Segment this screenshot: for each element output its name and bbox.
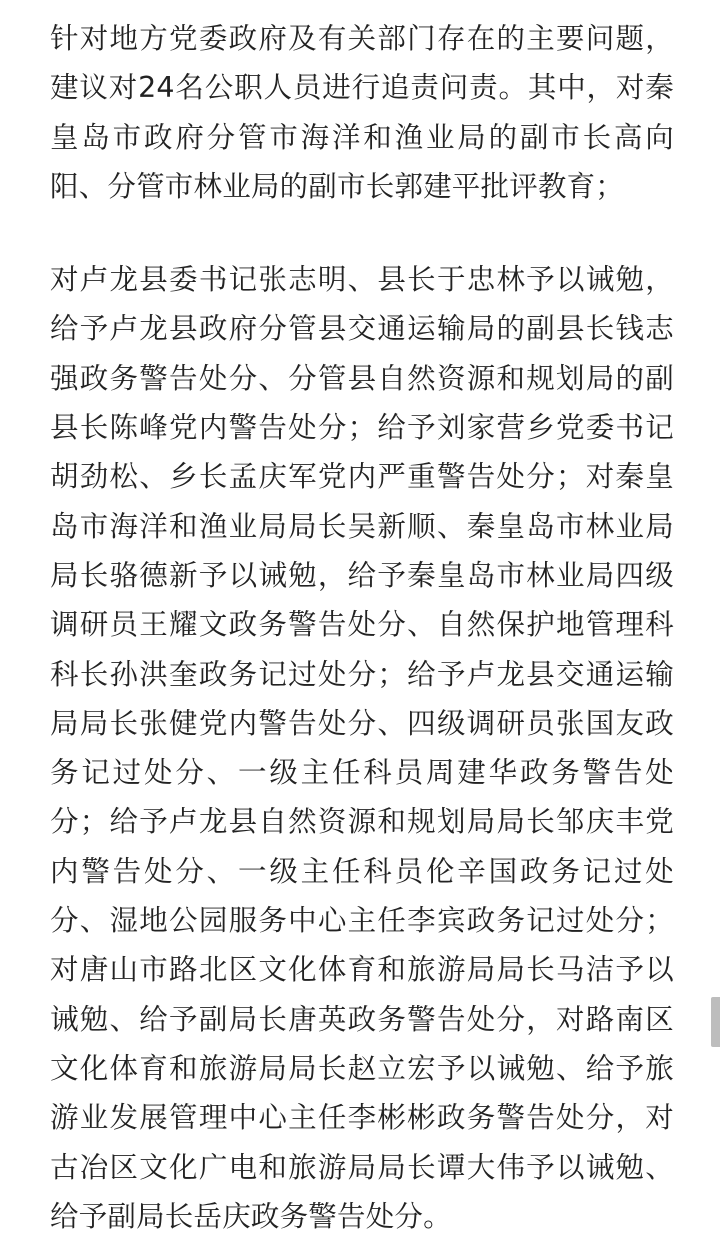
scrollbar-thumb[interactable] <box>711 997 720 1047</box>
article-paragraph-1: 针对地方党委政府及有关部门存在的主要问题，建议对24名公职人员进行追责问责。其中，对秦皇岛市政府分管市海洋和渔业局的副市长高向阳、分管市林业局的副市长郭建平批评教育； <box>50 22 674 203</box>
article-body <box>50 14 674 1241</box>
article-paragraph-2: 对卢龙县委书记张志明、县长于忠林予以诫勉，给予卢龙县政府分管县交通运输局的副县长钱志强政务警告处分、分管县自然资源和规划局的副县长陈峰党内警告处分；给予刘家营乡党委书记胡劲松、乡长孟庆军党内严重警告处分；对秦皇岛市海洋和渔业局局长吴新顺、秦皇岛市林业局局长骆德新予以诫勉，给予秦皇岛市林业局四级调研员王耀文政务警告处分、自然保护地管理科科长孙洪奎政务记过处分；给予卢龙县交通运输局局长张健党内警告处分、四级调研员张国友政务记过处分、一级主任科员周建华政务警告处分；给予卢龙县自然资源和规划局局长邹庆丰党内警告处分、一级主任科员伦辛国政务记过处分、湿地公园服务中心主任李宾政务记过处分；对唐山市路北区文化体育和旅游局局长马洁予以诫勉、给予副局长唐英政务警告处分，对路南区文化体育和旅游局局长赵立宏予以诫勉、给予旅游业发展管理中心主任李彬彬政务警告处分，对古冶区文化广电和旅游局局长谭大伟予以诫勉、给予副局长岳庆政务警告处分。 <box>50 263 674 1233</box>
